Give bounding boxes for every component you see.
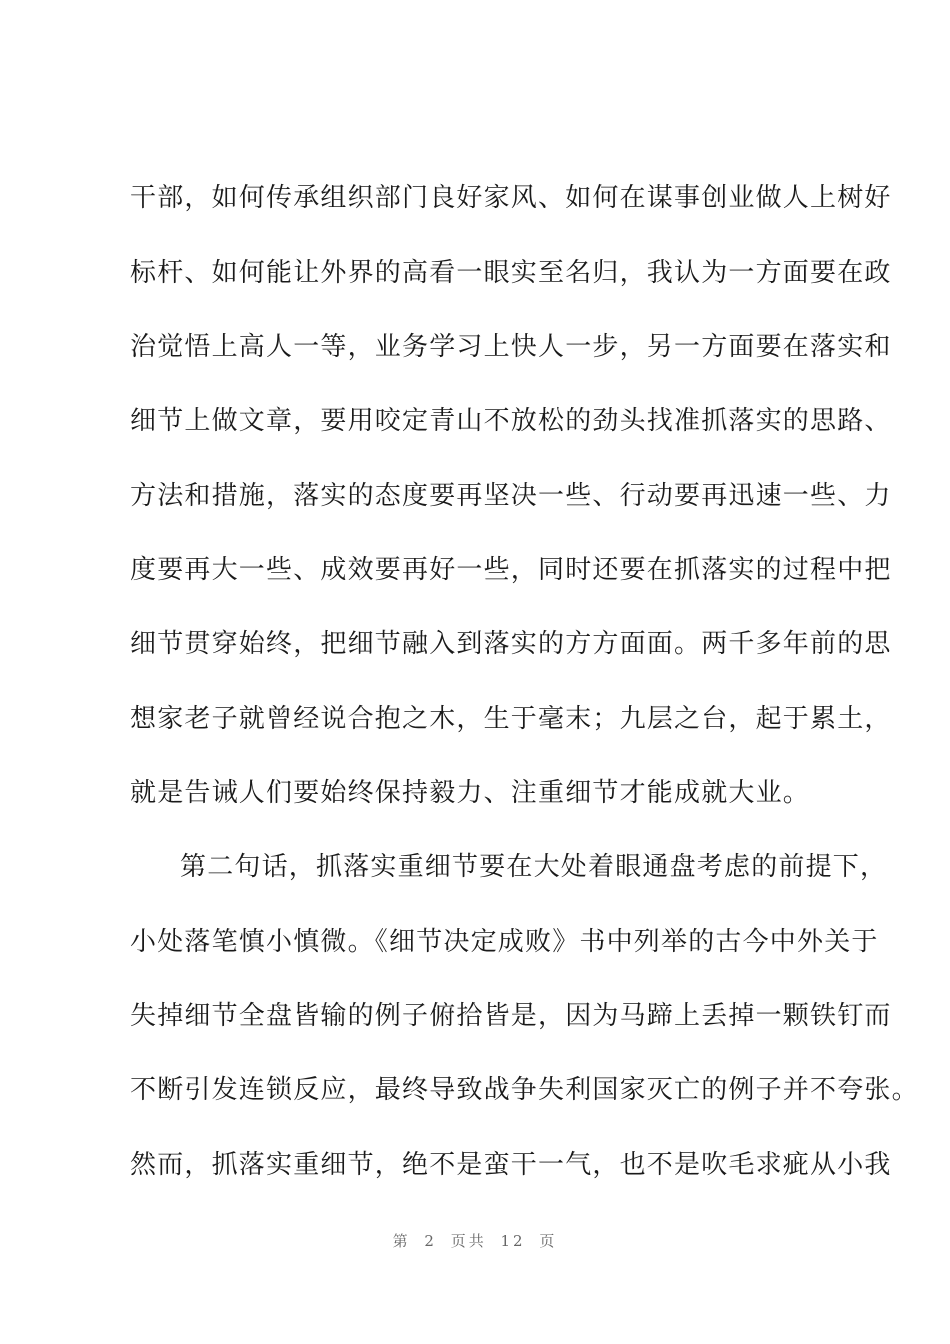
paragraph-line: 不断引发连锁反应，最终导致战争失利国家灭亡的例子并不夸张。 — [130, 1075, 919, 1105]
paragraph-line: 干部，如何传承组织部门良好家风、如何在谋事创业做人上树好 — [130, 183, 892, 213]
paragraph-line: 标杆、如何能让外界的高看一眼实至名归，我认为一方面要在政 — [130, 258, 892, 288]
paragraph-line: 就是告诫人们要始终保持毅力、注重细节才能成就大业。 — [130, 778, 811, 808]
page-number-footer: 第 2 页共 12 页 — [392, 1232, 558, 1250]
paragraph-line: 细节上做文章，要用咬定青山不放松的劲头找准抓落实的思路、 — [130, 406, 892, 436]
paragraph-line: 方法和措施，落实的态度要再坚决一些、行动要再迅速一些、力 — [130, 481, 892, 511]
paragraph-line: 失掉细节全盘皆输的例子俯拾皆是，因为马蹄上丢掉一颗铁钉而 — [130, 1001, 892, 1031]
paragraph-line: 度要再大一些、成效要再好一些，同时还要在抓落实的过程中把 — [130, 555, 892, 585]
paragraph-line: 想家老子就曾经说合抱之木，生于毫末；九层之台，起于累土， — [130, 704, 892, 734]
paragraph-line: 细节贯穿始终，把细节融入到落实的方方面面。两千多年前的思 — [130, 629, 892, 659]
paragraph-line: 小处落笔慎小慎微。《细节决定成败》书中列举的古今中外关于 — [130, 927, 879, 957]
paragraph-line: 然而，抓落实重细节，绝不是蛮干一气，也不是吹毛求疵从小我 — [130, 1150, 892, 1180]
paragraph-line: 治觉悟上高人一等，业务学习上快人一步，另一方面要在落实和 — [130, 332, 892, 362]
paragraph-line: 第二句话，抓落实重细节要在大处着眼通盘考虑的前提下， — [180, 852, 888, 882]
